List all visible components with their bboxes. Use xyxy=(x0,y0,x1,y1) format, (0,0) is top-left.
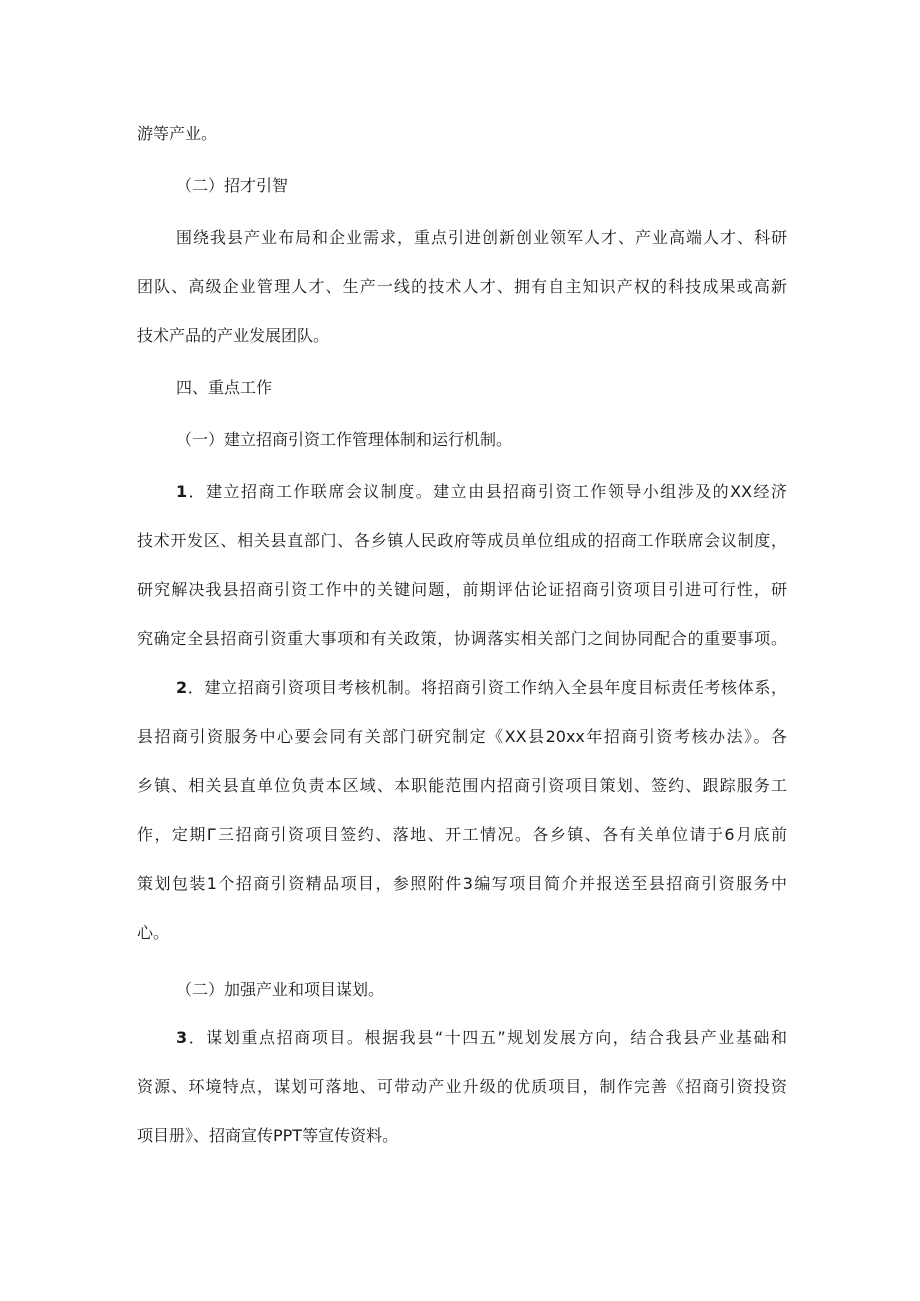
item-text: ．建立招商工作联席会议制度。建立由县招商引资工作领导小组涉及的XX经济 xyxy=(187,482,787,501)
section-heading: 四、重点工作 xyxy=(176,378,273,397)
paragraph-line: 县招商引资服务中心要会同有关部门研究制定《XX县20xx年招商引资考核办法》。各 xyxy=(137,727,787,746)
item-number: 3 xyxy=(176,1028,188,1047)
paragraph-line: 策划包装1个招商引资精品项目，参照附件3编写项目简介并报送至县招商引资服务中 xyxy=(137,874,787,893)
paragraph-line xyxy=(176,1022,787,1054)
paragraph-line: 研究解决我县招商引资工作中的关键问题，前期评估论证招商引资项目引进可行性，研 xyxy=(137,580,787,599)
item-text: ．建立招商引资项目考核机制。将招商引资工作纳入全县年度目标责任考核体系， xyxy=(187,678,787,697)
item-text: ．谋划重点招商项目。根据我县“十四五”规划发展方向，结合我县产业基础和 xyxy=(187,1028,787,1047)
paragraph-line: 资源、环境特点，谋划可落地、可带动产业升级的优质项目，制作完善《招商引资投资 xyxy=(137,1077,787,1096)
subsection-heading: （一）建立招商引资工作管理体制和运行机制。 xyxy=(176,430,513,449)
paragraph-line: 乡镇、相关县直单位负责本区域、本职能范围内招商引资项目策划、签约、跟踪服务工 xyxy=(137,776,787,795)
paragraph-line: 围绕我县产业布局和企业需求，重点引进创新创业领军人才、产业高端人才、科研 xyxy=(176,228,787,247)
section-heading: （二）招才引智 xyxy=(176,176,289,195)
item-number: 2 xyxy=(176,678,188,697)
paragraph-line: 作，定期Г三招商引资项目签约、落地、开工情况。各乡镇、各有关单位请于6月底前 xyxy=(137,825,787,844)
paragraph-line: 技术开发区、相关县直部门、各乡镇人民政府等成员单位组成的招商工作联席会议制度， xyxy=(137,531,787,550)
paragraph-line: 团队、高级企业管理人才、生产一线的技术人才、拥有自主知识产权的科技成果或高新 xyxy=(137,277,787,296)
paragraph-line xyxy=(176,672,787,704)
item-number: 1 xyxy=(176,482,188,501)
paragraph-line: 心。 xyxy=(137,923,170,942)
text-line: 游等产业。 xyxy=(137,124,218,143)
subsection-heading: （二）加强产业和项目谋划。 xyxy=(176,980,385,999)
paragraph-line: 技术产品的产业发展团队。 xyxy=(137,326,330,345)
paragraph-line xyxy=(176,476,787,508)
paragraph-line: 项目册》、招商宣传PPT等宣传资料。 xyxy=(137,1126,399,1145)
paragraph-line: 究确定全县招商引资重大事项和有关政策，协调落实相关部门之间协同配合的重要事项。 xyxy=(137,629,787,648)
